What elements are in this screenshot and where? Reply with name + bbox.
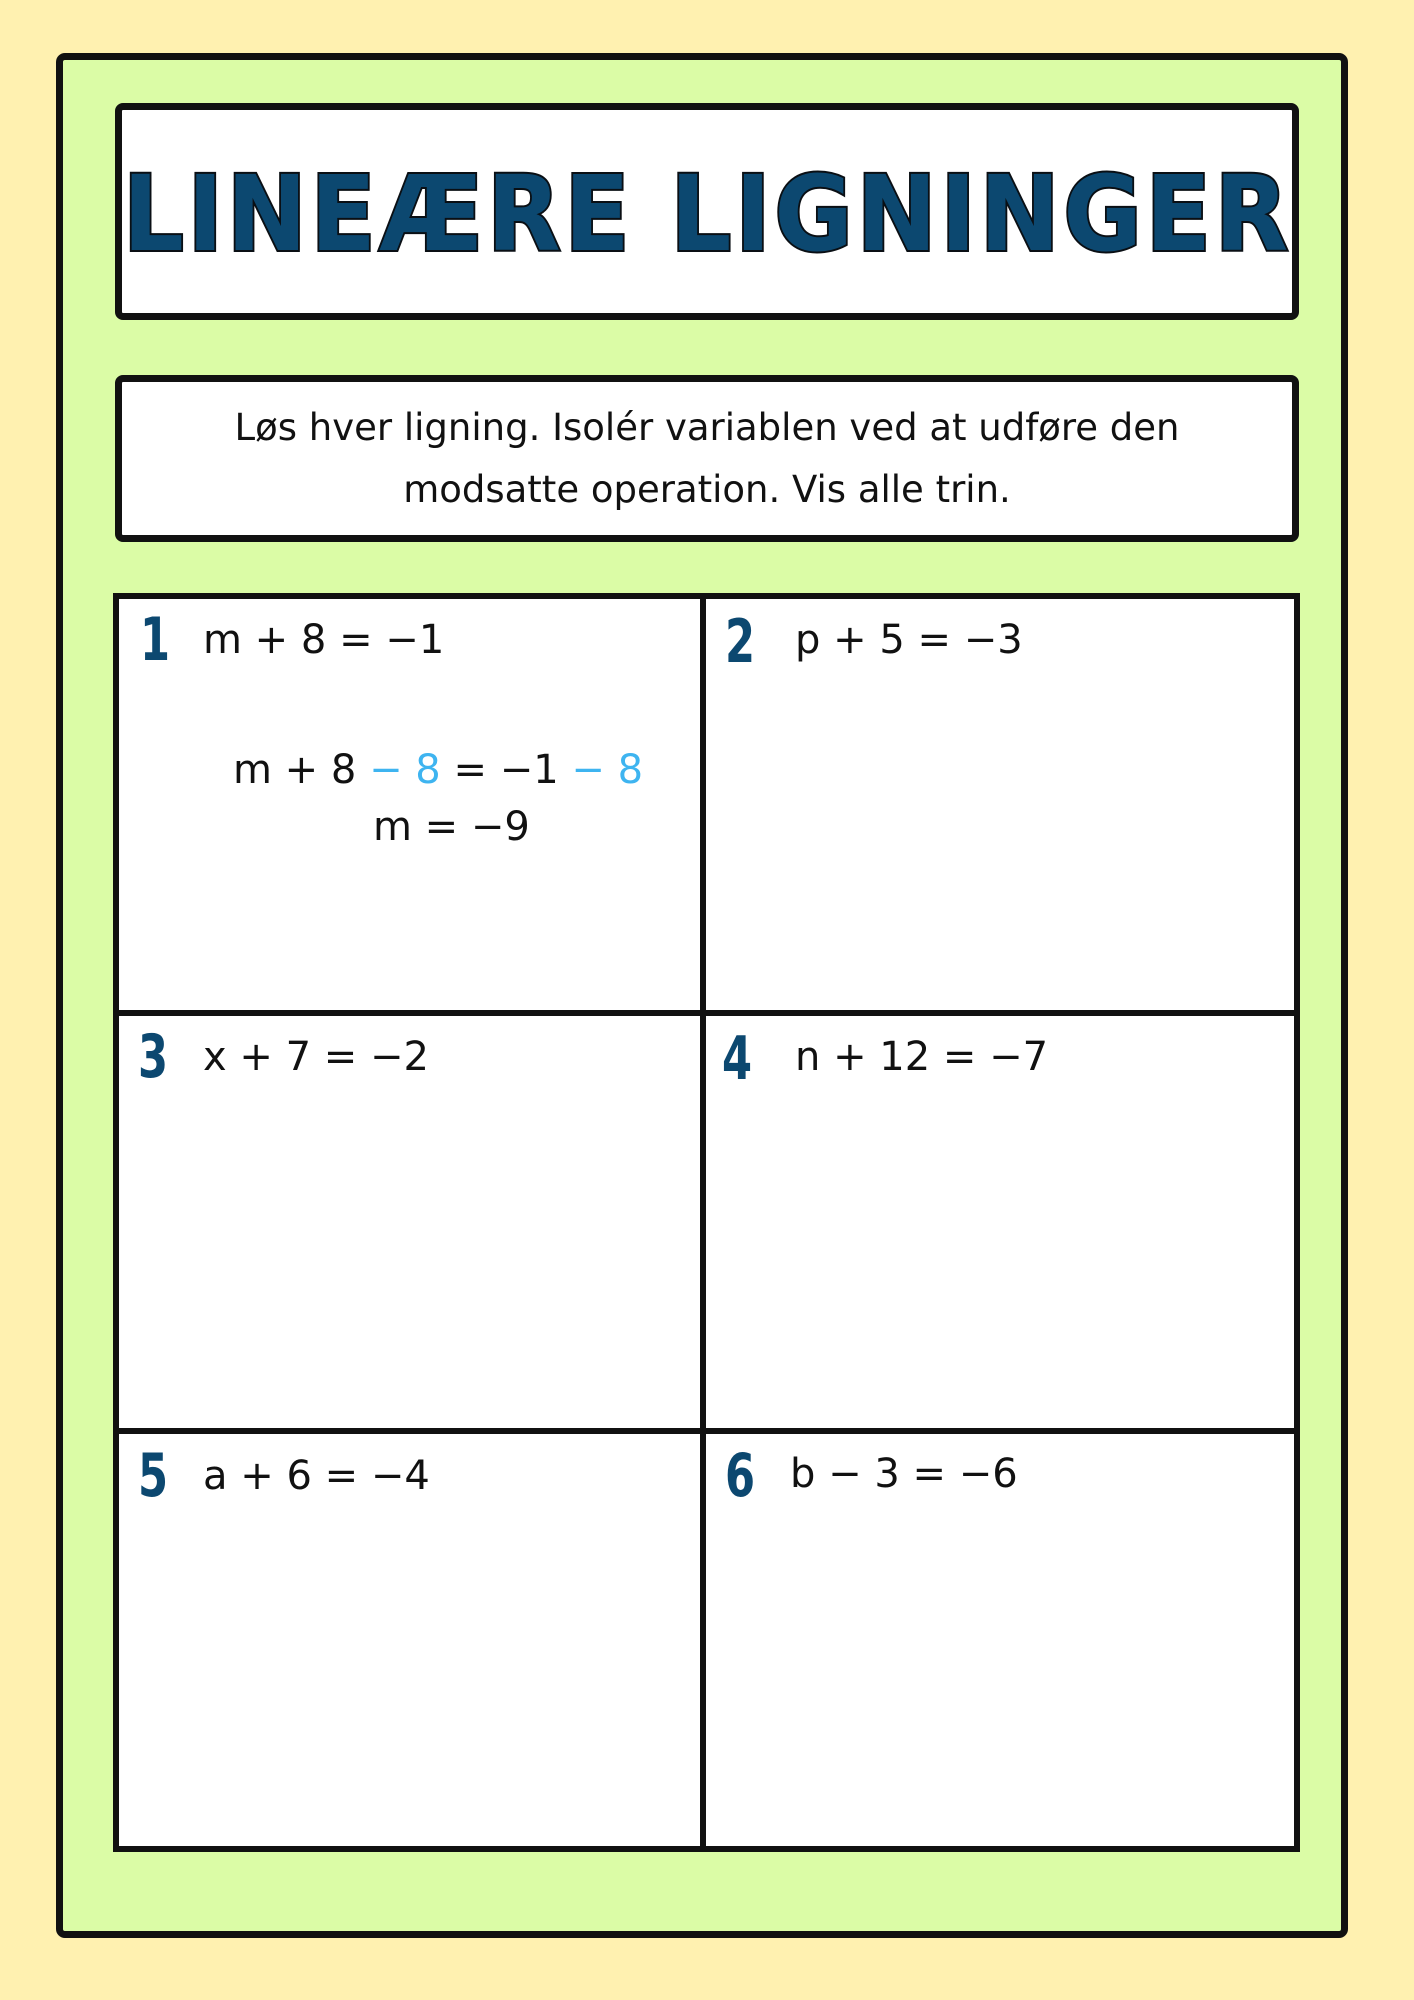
worked-step-1 (233, 747, 644, 793)
problem-equation: a + 6 = −4 (203, 1453, 430, 1499)
problem-equation: x + 7 = −2 (203, 1034, 429, 1080)
problem-number: 3 (138, 1022, 169, 1092)
page-title: LINEÆRE LIGNINGER (122, 152, 1292, 275)
title-box (115, 103, 1299, 320)
problem-number: 4 (722, 1024, 753, 1094)
instructions-box (115, 375, 1299, 542)
problem-number: 6 (725, 1441, 756, 1511)
problem-number: 2 (725, 607, 756, 677)
worked-step-rhs: = −1 (440, 747, 559, 793)
problem-equation: n + 12 = −7 (795, 1034, 1049, 1080)
worked-step-subtract-right: − 8 (558, 747, 644, 793)
problem-number: 1 (140, 605, 171, 675)
problem-equation: b − 3 = −6 (790, 1451, 1018, 1497)
worked-result: m = −9 (373, 804, 530, 850)
worked-step-lhs: m + 8 (233, 747, 357, 793)
instructions-line-1: Løs hver ligning. Isolér variablen ved at udføre den (234, 405, 1180, 449)
problem-equation: p + 5 = −3 (795, 617, 1023, 663)
problem-number: 5 (138, 1441, 169, 1511)
grid-divider-horizontal-1 (113, 1010, 1300, 1016)
grid-divider-vertical (700, 593, 706, 1852)
instructions-line-2: modsatte operation. Vis alle trin. (403, 467, 1011, 511)
grid-divider-horizontal-2 (113, 1428, 1300, 1434)
worked-step-subtract-left: − 8 (356, 747, 441, 793)
instructions-text (187, 397, 1227, 521)
problem-equation: m + 8 = −1 (203, 617, 445, 663)
